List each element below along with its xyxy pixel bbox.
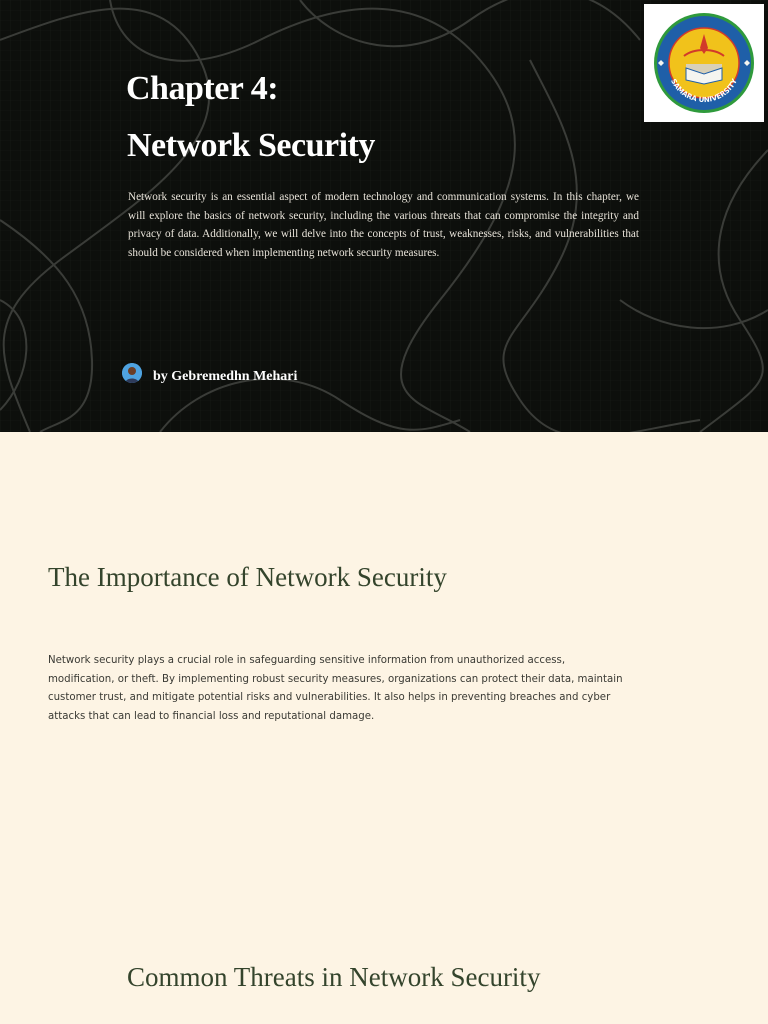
samara-university-logo	[644, 4, 764, 122]
university-seal-icon	[644, 4, 764, 122]
section-heading-importance: The Importance of Network Security	[48, 562, 447, 592]
importance-paragraph: Network security plays a crucial role in safeguarding sensitive information from unauthorized access, modification, or theft. By implementing robust security measures, organizations can protect their data, maintain customer trust, and mitigate potential risks and vulnerabilities. It also helps in preventing breaches and cyber attacks that can lead to financial loss and reputational damage.	[48, 655, 623, 722]
author-name: by Gebremedhn Mehari	[153, 369, 298, 384]
page-title: Network Security	[127, 127, 375, 164]
avatar	[122, 363, 142, 383]
chapter-label: Chapter 4:	[126, 70, 279, 107]
person-icon	[122, 363, 142, 383]
intro-paragraph: Network security is an essential aspect of modern technology and communication systems. In this chapter, we will explore the basics of network security, including the various threats that can compromise the integrity and privacy of data. Additionally, we will delve into the concepts of trust, weaknesses, risks, and vulnerabilities that should be considered when implementing network security measures.	[128, 191, 639, 259]
section-heading-threats: Common Threats in Network Security	[127, 962, 541, 992]
logo-text: SAMARA UNIVERSITY	[669, 77, 739, 105]
